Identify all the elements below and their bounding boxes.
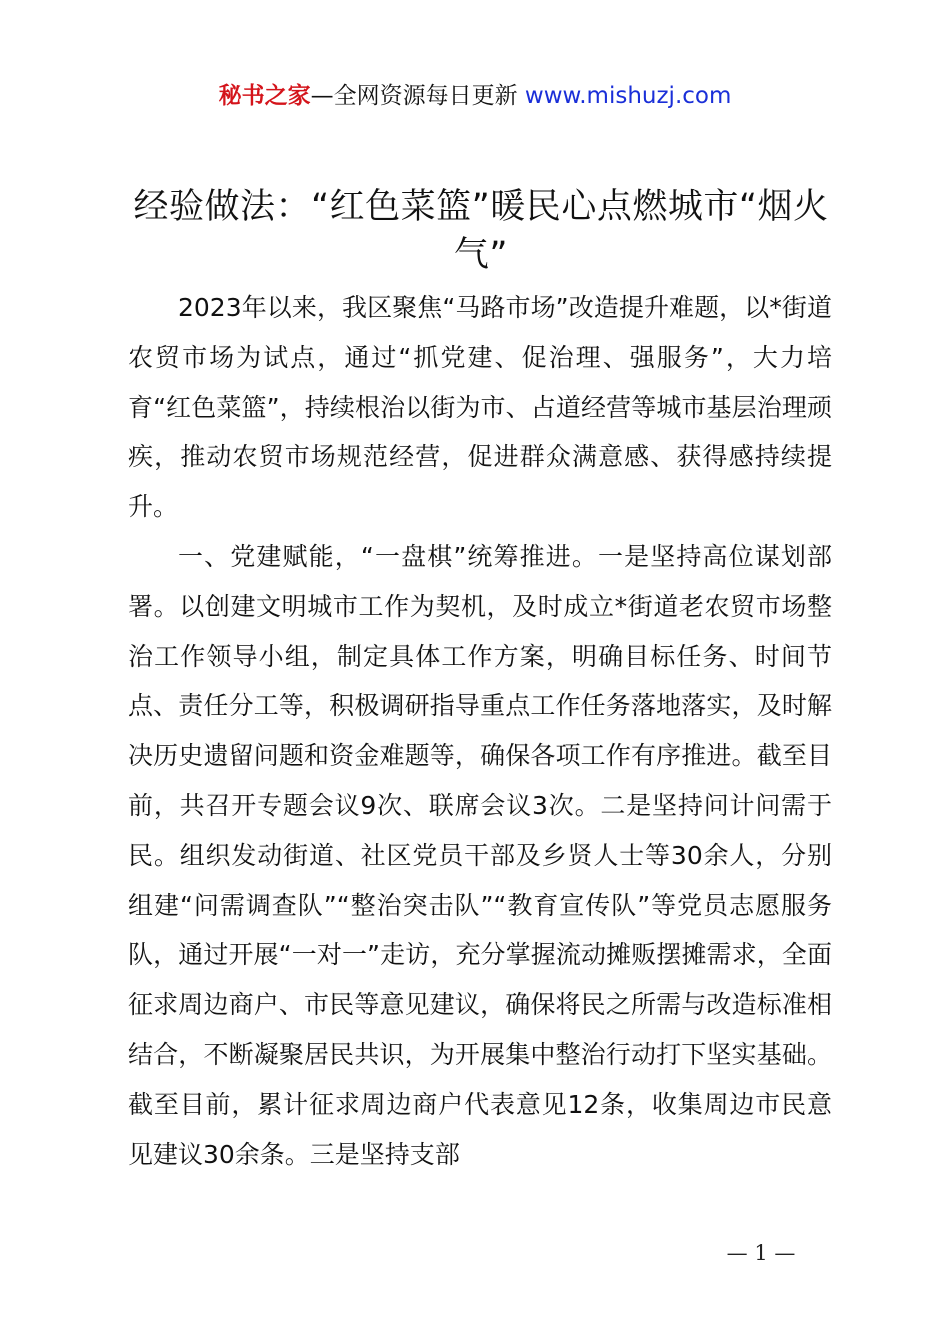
- site-brand: 秘书之家: [218, 83, 311, 109]
- document-body: [128, 283, 832, 1179]
- site-header: [0, 80, 950, 112]
- site-tagline: —全网资源每日更新: [310, 83, 525, 109]
- document-title: 经验做法：“红色菜篮”暖民心点燃城市“烟火气”: [133, 187, 829, 275]
- intro-paragraph: 2023年以来，我区聚焦“马路市场”改造提升难题，以*街道农贸市场为试点，通过“抓党建、促治理、强服务”，大力培育“红色菜篮”，持续根治以街为市、占道经营等城市基层治理顽疾，推动农贸市场规范经营，促进群众满意感、获得感持续提升。: [128, 293, 832, 522]
- site-url-link[interactable]: www.mishuzj.com: [524, 83, 732, 109]
- section-one-paragraph: 一、党建赋能，“一盘棋”统筹推进。一是坚持高位谋划部署。以创建文明城市工作为契机，及时成立*街道老农贸市场整治工作领导小组，制定具体工作方案，明确目标任务、时间节点、责任分工等，积极调研指导重点工作任务落地落实，及时解决历史遗留问题和资金难题等，确保各项工作有序推进。截至目前，共召开专题会议9次、联席会议3次。二是坚持问计问需于民。组织发动街道、社区党员干部及乡贤人士等30余人，分别组建“问需调查队”“整治突击队”“教育宣传队”等党员志愿服务队，通过开展“一对一”走访，充分掌握流动摊贩摆摊需求，全面征求周边商户、市民等意见建议，确保将民之所需与改造标准相结合，不断凝聚居民共识，为开展集中整治行动打下坚实基础。截至目前，累计征求周边商户代表意见12条，收集周边市民意见建议30余条。三是坚持支部: [128, 541, 832, 1169]
- page-number: — 1 —: [726, 1241, 796, 1265]
